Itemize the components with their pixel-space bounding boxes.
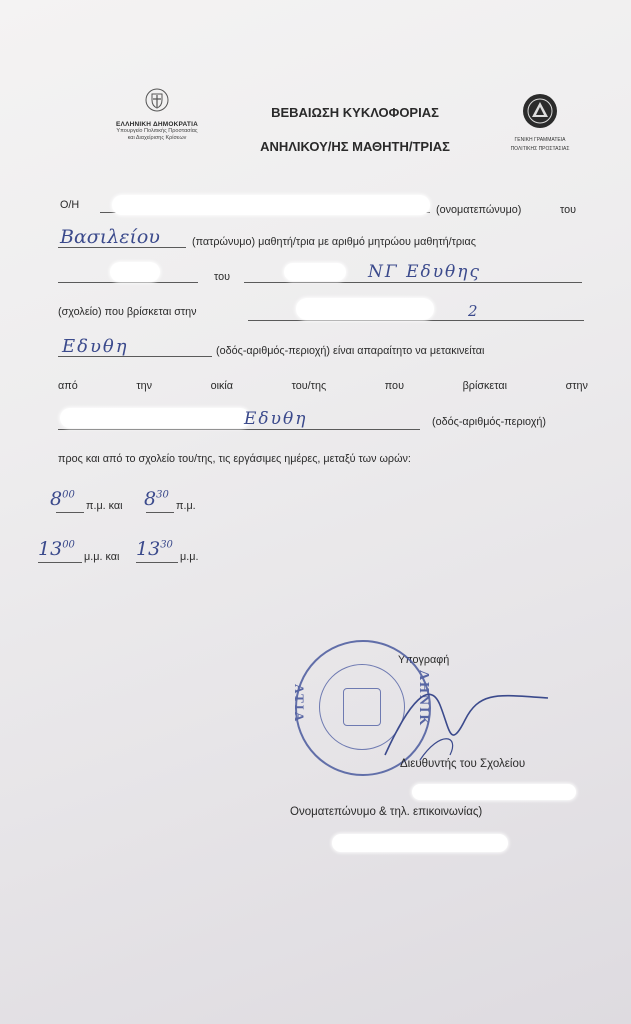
registry-redaction [110,262,160,282]
line2-text: (πατρώνυμο) μαθητή/τρια με αριθμό μητρώου μαθητή/τριας [192,236,476,248]
time-end-minutes: 30 [156,489,169,501]
header-left-block [82,88,232,142]
father-handwritten: Βασιλείου [60,226,160,248]
school-address-handwritten: 2 [468,302,478,320]
home-address-line [58,429,420,430]
school-handwritten: ΝΓ Εδυθης [368,262,481,282]
time-start-hour: $8^{00}$ [50,488,75,510]
line8-text: προς και από το σχολείο του/της, τις εργάσιμες ημέρες, μεταξύ των ωρών: [58,453,411,465]
fullname-label: (ονοματεπώνυμο) [436,204,522,216]
time-end-line [146,512,174,513]
time-row-2 [38,536,258,566]
time-end-hour: $13^{30}$ [136,538,173,560]
header-right-block [500,92,580,152]
time-start-minutes: 00 [62,539,75,551]
area-handwritten: Εδυθη [62,336,129,357]
line6-text [58,380,588,392]
time-end-minutes: 30 [160,539,173,551]
header-republic-title: ΕΛΛΗΝΙΚΗ ΔΗΜΟΚΡΑΤΙΑ [116,121,198,128]
time-end-suffix: π.μ. [176,500,196,512]
line5-text: (οδός-αριθμός-περιοχή) είναι απαραίτητο να μετακινείται [216,345,485,357]
school-redaction [284,263,346,281]
home-label: (οδός-αριθμός-περιοχή) [432,416,547,428]
civil-protection-logo-icon [521,92,559,130]
document-title [240,96,470,164]
line6-word: βρίσκεται [462,380,507,392]
school-address-line [248,320,584,321]
time-start-line [56,512,84,513]
greek-emblem-icon [145,88,169,112]
header-ministry-line2: και Διαχείρισης Κρίσεων [127,135,187,141]
fullname-redaction [112,195,430,215]
stamp-emblem [343,688,381,726]
time-start-suffix: μ.μ. και [84,551,120,563]
line6-word: οικία [210,380,234,392]
header-ministry-line1: Υπουργείο Πολιτικής Προστασίας [116,128,198,134]
signature-scribble [380,660,555,770]
line6-word: από [58,380,78,392]
time-start-minutes: 00 [62,489,75,501]
time-start-suffix: π.μ. και [86,500,123,512]
stamp-letters-left: ΑΤΙΑ [292,684,307,724]
label-oh: Ο/Η [60,199,80,211]
line6-word: στην [565,380,588,392]
director-name-redaction [412,784,576,800]
time-end-suffix: μ.μ. [180,551,199,563]
registry-number-line [58,282,198,283]
stamp-letters-right: ΛΗΝΙΚ [416,670,431,728]
director-label: Διευθυντής του Σχολείου [400,758,526,770]
home-address-redaction [60,408,250,428]
document-title-line1: ΒΕΒΑΙΩΣΗ ΚΥΚΛΟΦΟΡΙΑΣ [271,105,439,120]
line6-word: του/της [291,380,327,392]
label-tou-2: του [214,271,231,283]
home-handwritten: Εδυθη [244,409,308,429]
label-tou-1: του [560,204,577,216]
signature-label: Υπογραφή [398,654,450,666]
school-label: (σχολείο) που βρίσκεται στην [58,306,197,318]
line6-word: την [136,380,152,392]
document-title-line2: ΑΝΗΛΙΚΟΥ/ΗΣ ΜΑΘΗΤΗ/ΤΡΙΑΣ [260,139,450,154]
header-secretariat-line2: ΠΟΛΙΤΙΚΗΣ ΠΡΟΣΤΑΣΙΑΣ [510,145,570,152]
contact-label: Ονοματεπώνυμο & τηλ. επικοινωνίας) [290,806,483,818]
time-start-line [38,562,82,563]
school-line [244,282,582,283]
time-end-hour: $8^{30}$ [144,488,169,510]
time-end-line [136,562,178,563]
header-secretariat-line1: ΓΕΝΙΚΗ ΓΡΑΜΜΑΤΕΙΑ [514,137,566,143]
school-address-redaction [296,298,434,320]
contact-redaction [332,834,508,852]
line6-word: που [384,380,404,392]
time-row-1 [50,488,250,518]
time-start-hour: $13^{00}$ [38,538,75,560]
